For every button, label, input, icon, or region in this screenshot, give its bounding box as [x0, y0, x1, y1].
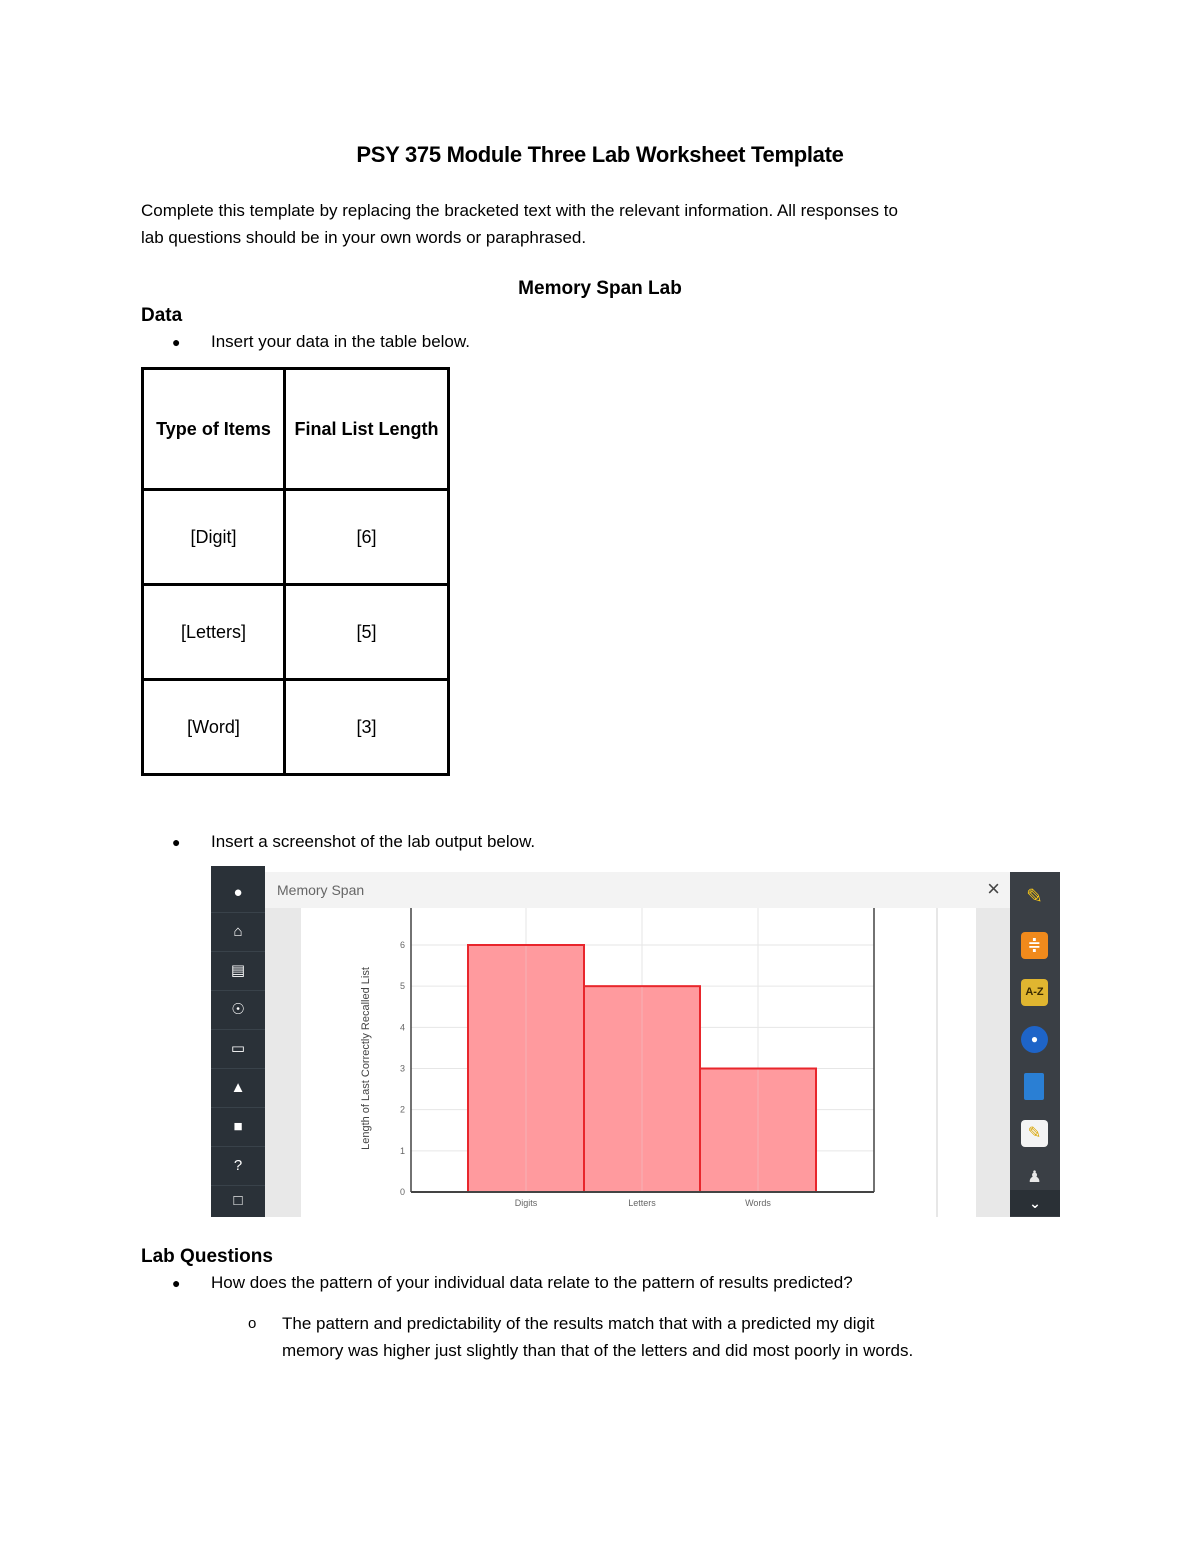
briefcase-icon[interactable]: ■: [211, 1108, 265, 1147]
y-tick-label: 4: [399, 1022, 405, 1033]
left-nav-bar: [211, 866, 265, 1217]
compass-icon[interactable]: ☉: [211, 991, 265, 1030]
bullet-icon: ●: [172, 1275, 181, 1291]
feedback-icon[interactable]: □: [211, 1182, 265, 1217]
y-tick-label: 5: [399, 981, 405, 992]
rss-icon[interactable]: ≑: [1021, 932, 1048, 959]
table-header-cell: Type of Items: [143, 369, 285, 490]
bullet-text: Insert your data in the table below.: [211, 332, 470, 351]
bullet-insert-screenshot: [172, 832, 535, 852]
table-cell: [Digit]: [143, 490, 285, 585]
window-title: Memory Span: [277, 882, 365, 898]
lab-questions-heading: Lab Questions: [141, 1246, 273, 1267]
y-tick-label: 6: [399, 940, 405, 950]
x-tick-label: Words: [745, 1198, 771, 1208]
highlighter-icon[interactable]: ✎: [1026, 886, 1043, 908]
table-header-cell: Final List Length: [285, 369, 449, 490]
bullet-text: Insert a screenshot of the lab output below.: [211, 832, 536, 851]
answer-text: The pattern and predictability of the results match that with a predicted my digit: [282, 1314, 875, 1333]
close-icon[interactable]: ×: [987, 876, 1000, 901]
help-icon[interactable]: ?: [211, 1147, 265, 1186]
table-row: [143, 680, 449, 775]
book-open-icon[interactable]: ▭: [211, 1030, 265, 1069]
chart-area: [265, 908, 1010, 1217]
table-cell: [3]: [285, 680, 449, 775]
question-1: [172, 1273, 853, 1293]
bullet-icon: ●: [172, 334, 181, 350]
data-heading: Data: [141, 305, 183, 326]
question-text: How does the pattern of your individual data relate to the pattern of results predicted?: [211, 1273, 853, 1292]
bullet-icon: ●: [172, 834, 181, 850]
y-tick-label: 0: [399, 1187, 405, 1197]
intro-text-line-2: lab questions should be in your own words or paraphrased.: [141, 228, 587, 247]
x-tick-label: Digits: [514, 1198, 538, 1208]
sub-bullet-icon: o: [248, 1315, 257, 1332]
inbox-icon[interactable]: ▤: [211, 952, 265, 991]
intro-text-line-1: Complete this template by replacing the bracketed text with the relevant information. All responses to: [141, 201, 898, 220]
window-header: [265, 872, 1010, 908]
table-row: [143, 585, 449, 680]
document-title: PSY 375 Module Three Lab Worksheet Template: [356, 142, 844, 167]
data-table: [141, 367, 450, 776]
chart-panel: [301, 908, 976, 1217]
answer-text: memory was higher just slightly than that of the letters and did most poorly in words.: [282, 1341, 914, 1360]
bullet-insert-table: [172, 332, 470, 352]
memory-span-bar-chart: [301, 908, 976, 1217]
x-tick-label: Letters: [628, 1198, 656, 1208]
y-axis-label: Length of Last Correctly Recalled List: [360, 967, 372, 1150]
user-icon[interactable]: ●: [211, 874, 265, 913]
brain-icon[interactable]: ●: [1021, 1026, 1048, 1053]
accessibility-icon[interactable]: ♟: [1027, 1169, 1042, 1186]
table-cell: [Letters]: [143, 585, 285, 680]
lab-output-screenshot: [211, 866, 1060, 1217]
y-tick-label: 1: [399, 1145, 405, 1156]
table-header-row: [143, 369, 449, 490]
y-tick-label: 2: [399, 1104, 405, 1115]
table-cell: [Word]: [143, 680, 285, 775]
table-cell: [5]: [285, 585, 449, 680]
notepad-icon[interactable]: ✎: [1021, 1120, 1048, 1147]
y-tick-label: 3: [399, 1063, 405, 1074]
table-cell: [6]: [285, 490, 449, 585]
right-toolbar: [1010, 872, 1060, 1217]
a-z-icon[interactable]: A-Z: [1021, 979, 1048, 1006]
graduation-cap-icon[interactable]: ▲: [211, 1069, 265, 1108]
table-row: [143, 490, 449, 585]
chevron-down-icon[interactable]: ⌄: [1010, 1190, 1060, 1216]
home-icon[interactable]: ⌂: [211, 913, 265, 952]
book-icon[interactable]: [1024, 1073, 1044, 1100]
section-title: Memory Span Lab: [518, 278, 682, 299]
